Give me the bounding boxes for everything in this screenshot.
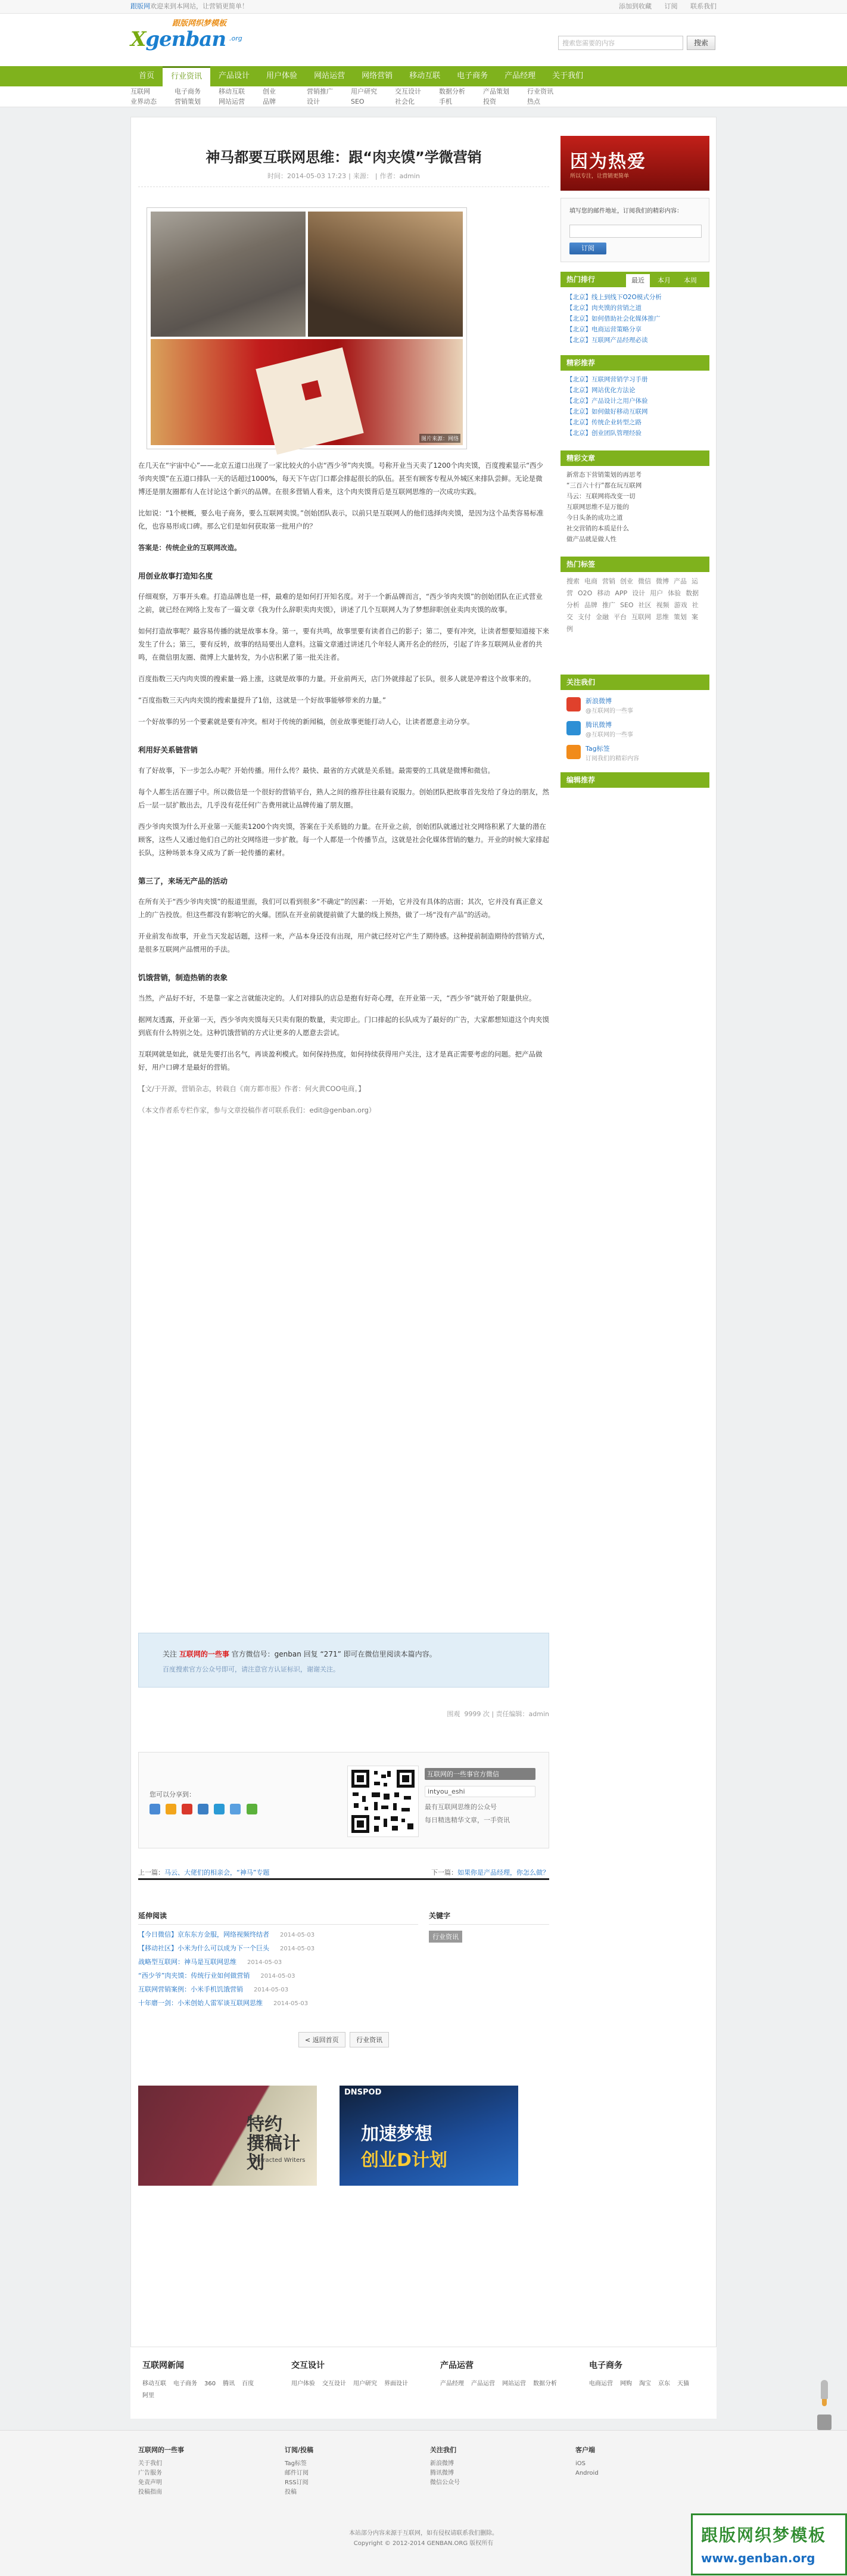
follow-weibo[interactable]: 新浪微博 @互联网的一些事 — [566, 694, 707, 717]
nav-item[interactable]: 行业资讯 — [163, 66, 210, 86]
footer-link[interactable]: 数据分析 — [533, 2381, 557, 2387]
footer-link[interactable]: 阿里 — [142, 2392, 154, 2399]
wechat-qr-code — [347, 1766, 419, 1837]
subnav-item[interactable]: 数据分析 — [439, 88, 465, 95]
special-item[interactable]: 互联网思维不是万能的 — [566, 504, 629, 511]
recommend-item[interactable]: 【北京】创业团队管理经验 — [566, 430, 642, 437]
footer-link[interactable]: 电商运营 — [589, 2381, 613, 2387]
logo-slogan: 跟版网织梦模板 — [172, 19, 227, 28]
tag-link[interactable]: 设计 — [632, 589, 646, 597]
main-nav — [0, 66, 847, 86]
ad-dnspod[interactable] — [340, 2086, 518, 2186]
footer-link-items — [440, 2378, 577, 2390]
ad-contracted-writers[interactable] — [138, 2086, 317, 2186]
article-meta: 时间：2014-05-03 17:23 | 来源： | 作者：admin — [138, 171, 549, 187]
notice-sub: 百度搜索官方公众号即可，请注意官方认证标识，谢谢关注。 — [163, 1665, 340, 1673]
search-input[interactable]: 搜索您需要的内容 — [558, 36, 683, 50]
weibo-icon — [566, 697, 581, 711]
special-heading: 精彩文章 — [560, 450, 709, 466]
tag-link[interactable]: 创业 — [620, 577, 633, 585]
related-item[interactable]: 【移动社区】小米为什么可以成为下一个巨头 2014-05-03 — [138, 1944, 315, 1952]
nav-item[interactable]: 产品经理 — [505, 72, 536, 80]
top-link-favorite[interactable]: 添加到收藏 — [619, 2, 652, 10]
subscribe-email-input[interactable] — [569, 225, 702, 238]
footer-link[interactable]: 网购 — [620, 2381, 632, 2387]
subnav-item[interactable]: 业界动态 — [130, 98, 157, 105]
tag-link[interactable]: 品牌 — [584, 601, 597, 609]
article-paragraph: 在所有关于“西少爷肉夹馍”的报道里面，我们可以看到很多“不确定”的因素：一开始，它并没有具体的店面；其次，它并没有真正意义上的广告投放。但这些都没有影响它的火爆。团队在开业前就提前做了大量的线上预热，做了一场“没有产品”的活动。 — [138, 897, 543, 919]
hot-rank-header — [560, 272, 709, 287]
top-link-contact[interactable]: 联系我们 — [690, 2, 717, 10]
hot-item[interactable]: 【北京】肉夹馍的营销之道 — [566, 304, 642, 312]
top-bar-brand[interactable]: 跟版网 — [130, 2, 150, 10]
follow-tqq[interactable]: 腾讯微博 @互联网的一些事 — [566, 717, 707, 741]
sub-nav — [0, 86, 847, 107]
recommend-item[interactable]: 【北京】互联网营销学习手册 — [566, 376, 648, 383]
footer-column-link[interactable]: 新浪微博 — [430, 2460, 454, 2467]
tag-link[interactable]: 平台 — [614, 613, 627, 621]
section-heading: 用创业故事打造知名度 — [138, 571, 213, 580]
back-home-button[interactable]: < 返回首页 — [298, 2032, 345, 2047]
follow-heading: 关注我们 — [560, 675, 709, 690]
footer-column-link[interactable]: 微信公众号 — [430, 2479, 460, 2486]
footer-column — [575, 2445, 599, 2478]
related-date: 2014-05-03 — [280, 1946, 315, 1952]
footer-link[interactable]: 产品经理 — [440, 2381, 464, 2387]
ad2-brand: DNSPOD — [344, 2088, 382, 2097]
tag-link[interactable]: APP — [615, 589, 628, 597]
back-to-top-rocket-icon[interactable] — [817, 2380, 832, 2409]
footer-link-column — [589, 2359, 726, 2390]
footer-link-column — [291, 2359, 428, 2390]
footer-column-link[interactable]: Android — [575, 2470, 599, 2476]
tags-heading: 热门标签 — [560, 557, 709, 572]
footer-link-column — [142, 2359, 279, 2402]
site-logo[interactable] — [130, 17, 244, 50]
photo-queue — [151, 212, 306, 337]
article-paragraph: 开业前发布故事，开业当天发起话题，这样一来，产品本身还没有出现，用户就已经对它产生了期待感。这种提前制造期待的营销方式，是很多互联网产品惯用的手法。 — [138, 932, 549, 953]
ad1-title: 特约 撰稿计划 — [247, 2114, 300, 2173]
tag-link[interactable]: 思维 — [656, 613, 669, 621]
tag-link[interactable]: 数据 — [686, 589, 699, 597]
special-item[interactable]: 马云：互联网将改变一切 — [566, 493, 636, 500]
article-paragraph: 如何打造故事呢？最容易传播的就是故事本身。第一，要有共鸣，故事里要有读者自己的影子；第二，要有冲突，让读者想要知道接下来发生了什么；第三，要有反转，故事的结局要出人意料。这篇文章通过讲述几个年轻人离开名企的经历，引起了许多互联网从业者的共鸣，在微信朋友圈、微博上大量转发，为小店积累了第一批关注者。 — [138, 627, 549, 661]
recommend-item[interactable]: 【北京】产品设计之用户体验 — [566, 397, 648, 405]
article-stats: 围观 9999 次 | 责任编辑：admin — [447, 1710, 549, 1718]
footer-link[interactable]: 产品运营 — [471, 2381, 495, 2387]
subnav-item[interactable]: 创业 — [263, 88, 276, 95]
footer-link[interactable]: 腾讯 — [223, 2381, 235, 2387]
related-date: 2014-05-03 — [254, 1987, 289, 1993]
prev-article[interactable]: 上一篇：马云、大佬们的相亲会，“神马”专题 — [138, 1869, 270, 1876]
ad2-title: 加速梦想 创业D计划 — [361, 2124, 447, 2171]
tag-link[interactable]: 视频 — [656, 601, 669, 609]
footer-column-link[interactable]: RSS订阅 — [285, 2479, 309, 2486]
hot-item[interactable]: 【北京】互联网产品经理必读 — [566, 337, 648, 344]
keywords-heading: 关键字 — [429, 1907, 549, 1925]
tag-link[interactable]: O2O — [578, 589, 593, 597]
follow-list — [566, 694, 707, 765]
footer-column-heading: 关注我们 — [430, 2446, 456, 2454]
article-paragraph: 在几天在“宇宙中心”——北京五道口出现了一家比较火的小店“西少爷”肉夹馍。号称开业当天卖了1200个肉夹馍，百度搜索显示“西少爷肉夹馍”在五道口排队一天的话超过1000%，每天下午店门口都会排起很长的队伍。甚至有顾客专程从外城区来排队尝鲜。无论是微博还是朋友圈都有人在讨论这个新兴的品牌。在很多营销人看来，这个肉夹馍背后是互联网思维的一次成功实践。 — [138, 461, 544, 496]
tag-link[interactable]: 营销 — [602, 577, 615, 585]
footer-link[interactable]: 京东 — [658, 2381, 670, 2387]
banner-sub: 所以专注，让营销更简单 — [570, 173, 630, 179]
ad1-sub: Contracted Writers — [249, 2157, 306, 2164]
footer-column-link[interactable]: 投稿指南 — [138, 2489, 162, 2496]
editor-pick-heading: 编辑推荐 — [560, 772, 709, 788]
related-item[interactable]: 战略型互联网：神马是互联网思维 2014-05-03 — [138, 1958, 282, 1966]
top-bar — [0, 0, 847, 14]
hot-item[interactable]: 【北京】如何借助社会化媒体推广 — [566, 315, 661, 322]
subnav-item[interactable]: 设计 — [307, 98, 320, 105]
article-paragraph: 西少爷肉夹馍为什么开业第一天能卖1200个肉夹馍，答案在于关系链的力量。在开业之前，创始团队就通过社交网络积累了大量的潜在顾客，这些人又通过他们自己的社交网络进一步扩散。每一个人都是一个传播节点，这就是社会化媒体营销的魅力。开业的时候大家排起长队，这种场景本身又成为了新一轮传播的素材。 — [138, 822, 549, 857]
share-plus-icon[interactable] — [150, 1804, 160, 1814]
tag-link[interactable]: 用户 — [650, 589, 664, 597]
watermark-logo: 跟版网织梦模板 www.genban.org — [691, 2513, 847, 2575]
footer-links — [130, 2347, 717, 2419]
related-date: 2014-05-03 — [247, 1959, 282, 1966]
footer-column-link[interactable]: 腾讯微博 — [430, 2470, 454, 2476]
nav-item[interactable]: 用户体验 — [266, 72, 298, 80]
photo-shop — [308, 212, 463, 337]
share-box — [138, 1752, 549, 1848]
footer-link[interactable]: 移动互联 — [142, 2381, 166, 2387]
keywords-box — [429, 1907, 549, 1943]
article-title: 神马都要互联网思维：跟“肉夹馍”学微营销 — [205, 149, 482, 166]
footer-column-heading: 订阅/投稿 — [285, 2446, 314, 2454]
keyword-tag[interactable]: 行业资讯 — [429, 1931, 462, 1943]
tag-link[interactable]: 金融 — [596, 613, 609, 621]
subnav-item[interactable]: SEO — [351, 98, 365, 105]
footer-column-items — [138, 2459, 184, 2497]
special-item[interactable]: 新常态下营销策划的再思考 — [566, 471, 642, 478]
footer-column-link[interactable]: Tag标签 — [285, 2460, 307, 2467]
related-item[interactable]: 【今日微信】京东东方金服，网络视频终结者 2014-05-03 — [138, 1931, 315, 1938]
tag-link[interactable]: 移动 — [597, 589, 611, 597]
article-paragraph: 每个人都生活在圈子中。所以微信是一个很好的营销平台，熟人之间的推荐往往最有说服力。创始团队把故事首先发给了身边的朋友，然后一层一层扩散出去，几乎没有花任何广告费用就让品牌传遍了朋友圈。 — [138, 788, 549, 809]
subscribe-label: 填写您的邮件地址，订阅我们的精彩内容： — [569, 208, 683, 215]
share-renren-icon[interactable] — [214, 1804, 225, 1814]
top-link-rss[interactable]: 订阅 — [664, 2, 678, 10]
footer-column-heading: 互联网的一些事 — [138, 2446, 184, 2454]
footer-column-link[interactable]: 关于我们 — [138, 2460, 162, 2467]
footer-link[interactable]: 用户体验 — [291, 2381, 315, 2387]
article-body — [138, 459, 549, 1125]
rss-icon — [566, 745, 581, 759]
subnav-item[interactable]: 营销策划 — [175, 98, 201, 105]
share-label: 您可以分享到： — [150, 1791, 195, 1798]
share-icons — [150, 1804, 260, 1817]
footer-column-items — [430, 2459, 460, 2488]
footer-link[interactable]: 360 — [204, 2381, 216, 2387]
special-item[interactable]: 今日头条的成功之道 — [566, 514, 623, 521]
nav-item[interactable]: 首页 — [139, 72, 155, 80]
tag-link[interactable]: 案例 — [566, 613, 698, 633]
share-tqq-icon[interactable] — [198, 1804, 208, 1814]
footer-link[interactable]: 用户研究 — [353, 2381, 377, 2387]
related-articles — [138, 1907, 418, 2011]
logo-text: Xgenban — [130, 27, 226, 51]
hot-item[interactable]: 【北京】线上到线下O2O模式分析 — [566, 294, 662, 301]
site-header — [0, 14, 847, 66]
nav-item[interactable]: 产品设计 — [219, 72, 250, 80]
recommend-heading: 精彩推荐 — [560, 355, 709, 371]
footer-column-link[interactable]: 投稿 — [285, 2489, 297, 2496]
tag-link[interactable]: 社交 — [566, 601, 699, 621]
tag-link[interactable]: 微博 — [656, 577, 669, 585]
tag-link[interactable]: 运营 — [566, 577, 698, 597]
special-item[interactable]: “三百六十行”都在玩互联网 — [566, 482, 642, 489]
article-paragraph: 百度指数三天内肉夹馍的搜索量一路上涨，这就是故事的力量。开业前两天，店门外就排起了长队，很多人就是冲着这个故事来的。 — [138, 675, 535, 683]
tag-link[interactable]: SEO — [620, 601, 634, 609]
search-button[interactable]: 搜索 — [687, 36, 715, 50]
subnav-item[interactable]: 产品策划 — [483, 88, 509, 95]
tag-link[interactable]: 支付 — [578, 613, 591, 621]
article-paragraph: “百度指数三天内肉夹馍的搜索量提升了1倍，这就是一个好故事能够带来的力量。” — [138, 696, 386, 704]
tag-link[interactable]: 微信 — [638, 577, 651, 585]
subnav-item[interactable]: 手机 — [439, 98, 452, 105]
related-item[interactable]: 十年磨一剑：小米创始人雷军谈互联网思维 2014-05-03 — [138, 1999, 309, 2007]
photo-caption: 图片来源：网络 — [419, 434, 460, 443]
footer-link-items — [589, 2378, 726, 2390]
wechat-notice — [138, 1633, 549, 1688]
footer-link-heading: 电子商务 — [589, 2361, 622, 2370]
article-paragraph: 一个好故事的另一个要素就是要有冲突。相对于传统的新闻稿，创业故事更能打动人心，让读者愿意主动分享。 — [138, 717, 474, 726]
nav-item[interactable]: 电子商务 — [457, 72, 488, 80]
hot-item[interactable]: 【北京】电商运营策略分享 — [566, 326, 642, 333]
recommend-item[interactable]: 【北京】传统企业转型之路 — [566, 419, 642, 426]
article-paragraph: 互联网就是如此，就是先要打出名气，再谈盈利模式。如何保持热度，如何持续获得用户关注，这才是真正需要考虑的问题。把产品做好，用户口碑才是最好的营销。 — [138, 1050, 543, 1071]
tag-link[interactable]: 推广 — [602, 601, 615, 609]
footer-column-items — [285, 2459, 313, 2497]
subnav-item[interactable]: 投资 — [483, 98, 496, 105]
article-paragraph: 当然，产品好不好，不是靠一家之言就能决定的。人们对排队的店总是抱有好奇心理，在开业第一天，“西少爷”就开始了限量供应。 — [138, 994, 536, 1002]
article-paragraph: 比如说：“1个梗概，要么电子商务，要么互联网卖馍。”创始团队表示，以前只是互联网人的他们选择肉夹馍，是因为这个品类容易标准化，也容易形成口碑。那么它们是如何获取第一批用户的？ — [138, 509, 544, 530]
logo-tld: .org — [229, 35, 242, 42]
section-heading: 利用好关系链营销 — [138, 745, 198, 754]
footer-link[interactable]: 交互设计 — [322, 2381, 346, 2387]
footer-link[interactable]: 电子商务 — [173, 2381, 197, 2387]
tab-week[interactable]: 本周 — [684, 276, 697, 284]
prev-next — [138, 1865, 549, 1880]
related-date: 2014-05-03 — [273, 2000, 309, 2007]
nav-item[interactable]: 移动互联 — [409, 72, 441, 80]
article-paragraph: 答案是：传统企业的互联网改造。 — [138, 543, 241, 552]
copyright: 本站部分内容来源于互联网，如有侵权请联系我们删除。 Copyright © 2012-2014 GENBAN.ORG 版权所有 — [349, 2530, 498, 2547]
top-bar-welcome: 跟版网欢迎来到本网站，让营销更简单！ — [130, 2, 248, 10]
share-douban-icon[interactable] — [230, 1804, 241, 1814]
footer-column-link[interactable]: 广告服务 — [138, 2470, 162, 2476]
subnav-item[interactable]: 交互设计 — [395, 88, 421, 95]
tab-month[interactable]: 本月 — [658, 276, 671, 284]
tag-link[interactable]: 互联网 — [631, 613, 651, 621]
subscribe-button[interactable]: 订阅 — [569, 243, 606, 254]
subnav-item[interactable]: 品牌 — [263, 98, 276, 105]
subnav-item[interactable]: 电子商务 — [175, 88, 201, 95]
special-item[interactable]: 社交营销的本质是什么 — [566, 525, 629, 532]
nav-item[interactable]: 网络营销 — [362, 72, 393, 80]
related-date: 2014-05-03 — [280, 1932, 315, 1938]
tag-link[interactable]: 策划 — [674, 613, 687, 621]
wechat-qr-text: 互联网的一些事官方微信 intyou_eshi 最有互联网思维的公众号 每日精选精华文章，一手资讯 — [425, 1768, 535, 1825]
footer-column-link[interactable]: 邮件订阅 — [285, 2470, 309, 2476]
related-item[interactable]: 互联网营销案例：小米手机饥饿营销 2014-05-03 — [138, 1985, 289, 1993]
section-heading: 饥饿营销，制造热销的表象 — [138, 973, 228, 982]
footer-column-items — [575, 2459, 599, 2478]
footer-link[interactable]: 天猫 — [677, 2381, 689, 2387]
footer-link-items — [142, 2378, 279, 2402]
special-item[interactable]: 做产品就是做人性 — [566, 536, 616, 543]
section-heading: 第三了，来场无产品的活动 — [138, 877, 228, 885]
tag-link[interactable]: 搜索 — [566, 577, 580, 585]
article-paragraph: 有了好故事，下一步怎么办呢？开始传播。用什么传？最快、最省的方式就是关系链。最需要的工具就是微博和微信。 — [138, 766, 494, 775]
subnav-item[interactable]: 用户研究 — [351, 88, 377, 95]
tag-link[interactable]: 产品 — [674, 577, 687, 585]
article — [138, 125, 549, 2173]
subnav-item[interactable]: 互联网 — [130, 88, 150, 95]
related-heading: 延伸阅读 — [138, 1907, 418, 1925]
photo-product — [151, 339, 463, 445]
footer-column-heading: 客户端 — [575, 2446, 595, 2454]
related-item[interactable]: “西少爷”肉夹馍：传统行业如何做营销 2014-05-03 — [138, 1972, 295, 1980]
footer-link-items — [291, 2378, 428, 2390]
footer-link[interactable]: 淘宝 — [639, 2381, 651, 2387]
article-photo — [147, 207, 467, 449]
tag-link[interactable]: 游戏 — [674, 601, 687, 609]
related-date: 2014-05-03 — [260, 1973, 295, 1980]
back-category-button[interactable]: 行业资讯 — [350, 2032, 389, 2047]
share-qzone-icon[interactable] — [166, 1804, 176, 1814]
article-note: （本文作者系专栏作家，参与文章投稿作者可联系我们：edit@genban.org） — [138, 1106, 376, 1114]
sidebar-banner[interactable] — [560, 136, 709, 191]
share-wechat-icon[interactable] — [247, 1804, 257, 1814]
subscribe-box — [560, 198, 709, 262]
article-source: 【文/于开源，营销杂志，转载自《南方都市报》作者：何火黄COO电商。】 — [138, 1085, 365, 1093]
footer-column — [285, 2445, 313, 2497]
notice-line: 关注 互联网的一些事 官方微信号：genban 回复 “271” 即可在微信里阅读本篇内容。 — [163, 1650, 437, 1658]
follow-rss[interactable]: Tag标签 订阅我们的精彩内容 — [566, 741, 707, 765]
next-article[interactable]: 下一篇：如果你是产品经理，你怎么做？ — [431, 1869, 549, 1876]
subnav-item[interactable]: 网站运营 — [219, 98, 245, 105]
tqq-icon — [566, 721, 581, 735]
footer-link-heading: 交互设计 — [291, 2361, 325, 2370]
footer-column-link[interactable]: iOS — [575, 2460, 586, 2467]
nav-item[interactable]: 网站运营 — [314, 72, 345, 80]
nav-item[interactable]: 关于我们 — [552, 72, 584, 80]
hot-rank-heading: 热门排行 — [566, 275, 596, 284]
footer-link-heading: 产品运营 — [440, 2361, 474, 2370]
tag-link[interactable]: 分析 — [566, 601, 580, 609]
subnav-item[interactable]: 热点 — [527, 98, 540, 105]
banner-title: 因为热爱 — [570, 151, 646, 172]
tag-link[interactable]: 体验 — [668, 589, 681, 597]
search-box — [558, 36, 717, 51]
footer-column-link[interactable]: 免责声明 — [138, 2479, 162, 2486]
tag-cloud — [566, 576, 707, 635]
back-row — [138, 2032, 549, 2047]
tab-recent[interactable]: 最近 — [626, 274, 650, 287]
footer-link[interactable]: 界面设计 — [384, 2381, 408, 2387]
tag-link[interactable]: 电商 — [584, 577, 597, 585]
tag-link[interactable]: 社区 — [638, 601, 652, 609]
footer-link-heading: 互联网新闻 — [142, 2361, 184, 2370]
product-bag — [256, 347, 363, 455]
subnav-item[interactable]: 社会化 — [395, 98, 415, 105]
subnav-item[interactable]: 营销推广 — [307, 88, 333, 95]
article-paragraph: 据网友透露，开业第一天，西少爷肉夹馍每天只卖有限的数量，卖完即止。门口排起的长队成为了最好的广告，大家都想知道这个肉夹馍到底有什么特别之处。这种饥饿营销的方式让更多的人愿意去尝试。 — [138, 1015, 549, 1037]
subnav-item[interactable]: 行业资讯 — [527, 88, 553, 95]
footer-link-column — [440, 2359, 577, 2390]
footer-link[interactable]: 百度 — [242, 2381, 254, 2387]
recommend-item[interactable]: 【北京】如何做好移动互联网 — [566, 408, 648, 415]
share-weibo-icon[interactable] — [182, 1804, 192, 1814]
subnav-item[interactable]: 移动互联 — [219, 88, 245, 95]
footer-link[interactable]: 网站运营 — [502, 2381, 526, 2387]
article-paragraph: 仔细观察，万事开头难。打造品牌也是一样，最难的是如何打开知名度。对于一个新品牌而言，“西少爷肉夹馍”的创始团队在正式营业之前，就已经在网络上发布了一篇文章《我为什么辞职卖肉夹馍》，讲述了几个互联网人为了梦想辞职创业卖肉夹馍的故事。 — [138, 592, 543, 614]
footer-column — [430, 2445, 460, 2488]
recommend-item[interactable]: 【北京】网站优化方法论 — [566, 387, 636, 394]
footer-column — [138, 2445, 184, 2497]
feedback-icon[interactable] — [817, 2415, 832, 2430]
